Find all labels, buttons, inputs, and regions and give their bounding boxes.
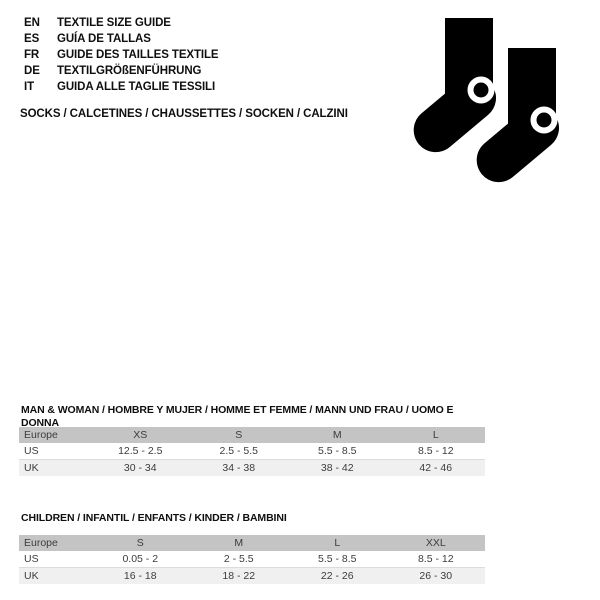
table-header-row: [19, 427, 485, 443]
language-code: DE: [24, 65, 40, 77]
language-code: EN: [24, 17, 40, 29]
socks-icon: [412, 18, 560, 182]
column-header-size: S: [235, 429, 243, 441]
table-row-uk: [19, 568, 485, 585]
size-cell: 34 - 38: [222, 462, 256, 474]
column-header-size: L: [334, 537, 341, 549]
children-size-table: [19, 512, 485, 584]
size-table: [19, 535, 485, 584]
table-header-row: [19, 535, 485, 551]
column-header-size: S: [136, 537, 144, 549]
column-header-size: L: [432, 429, 439, 441]
size-cell: 26 - 30: [419, 570, 453, 582]
language-row-es: [24, 31, 219, 47]
table-row-us: [19, 551, 485, 568]
language-label: GUIDA ALLE TAGLIE TESSILI: [57, 81, 216, 93]
size-cell: 12.5 - 2.5: [91, 443, 190, 460]
row-label: US: [19, 443, 91, 460]
product-category-title: SOCKS / CALCETINES / CHAUSSETTES / SOCKEN / CALZINI: [20, 108, 348, 120]
language-code: FR: [24, 49, 40, 61]
size-cell: 22 - 26: [320, 570, 354, 582]
column-header-size: M: [332, 429, 342, 441]
column-header-size: M: [234, 537, 244, 549]
size-cell: 2.5 - 5.5: [190, 443, 289, 460]
language-row-de: [24, 63, 219, 79]
table-row-us: [19, 443, 485, 460]
table-row-uk: [19, 460, 485, 477]
language-code: ES: [24, 33, 40, 45]
size-cell: 5.5 - 8.5: [288, 443, 387, 460]
size-cell: 42 - 46: [419, 462, 453, 474]
table-title: MAN & WOMAN / HOMBRE Y MUJER / HOMME ET FEMME / MANN UND FRAU / UOMO E DONNA: [21, 404, 454, 429]
language-code: IT: [24, 81, 35, 93]
column-header-size: XS: [133, 429, 148, 441]
size-cell: 16 - 18: [123, 570, 157, 582]
language-label: GUÍA DE TALLAS: [57, 33, 151, 45]
language-row-fr: [24, 47, 219, 63]
size-cell: 30 - 34: [123, 462, 157, 474]
size-cell: 18 - 22: [222, 570, 256, 582]
row-label: UK: [24, 570, 39, 582]
row-label: US: [19, 551, 91, 568]
column-header-europe: Europe: [24, 429, 58, 441]
language-label: TEXTILE SIZE GUIDE: [57, 17, 171, 29]
man-woman-size-table: [19, 404, 485, 476]
size-cell: 2 - 5.5: [190, 551, 289, 568]
table-title: CHILDREN / INFANTIL / ENFANTS / KINDER / BAMBINI: [21, 512, 287, 524]
column-header-europe: Europe: [24, 537, 58, 549]
size-cell: 5.5 - 8.5: [288, 551, 387, 568]
row-label: UK: [24, 462, 39, 474]
size-cell: 8.5 - 12: [387, 551, 486, 568]
column-header-size: XXL: [425, 537, 446, 549]
language-label: GUIDE DES TAILLES TEXTILE: [57, 49, 219, 61]
sock-back: [414, 18, 496, 152]
size-cell: 0.05 - 2: [91, 551, 190, 568]
size-cell: 8.5 - 12: [387, 443, 486, 460]
size-cell: 38 - 42: [320, 462, 354, 474]
language-label: TEXTILGRÖßENFÜHRUNG: [57, 65, 202, 77]
size-table: [19, 427, 485, 476]
language-row-en: [24, 15, 219, 31]
language-row-it: [24, 79, 219, 95]
language-list: [24, 15, 219, 95]
